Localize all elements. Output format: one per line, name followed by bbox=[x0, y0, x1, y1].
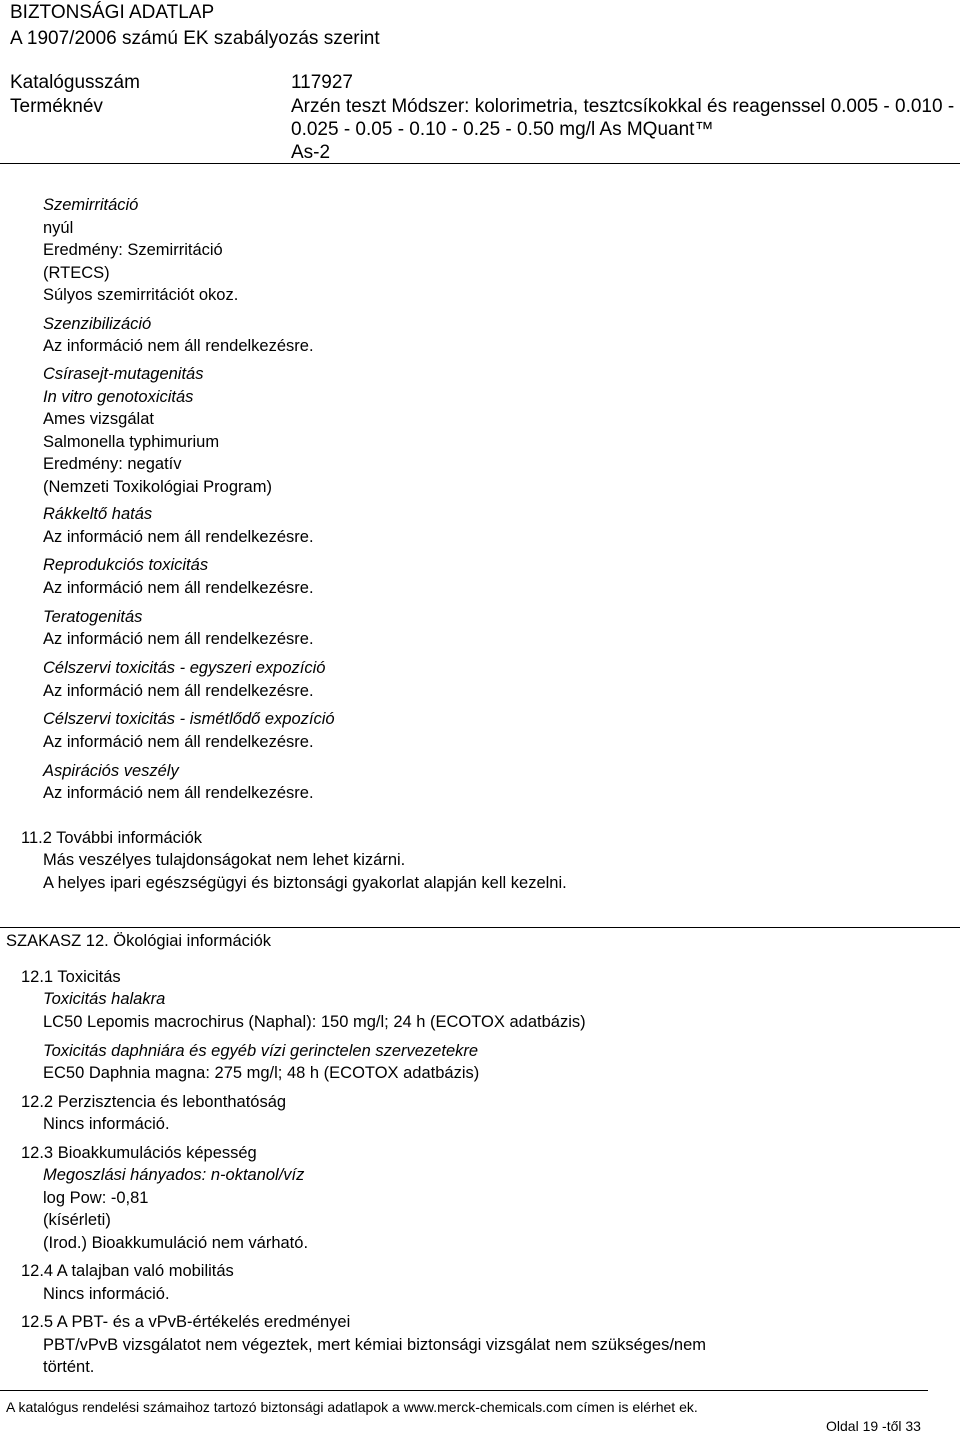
catalog-label: Katalógusszám bbox=[10, 72, 140, 93]
eye-irritation-source: (RTECS) bbox=[43, 264, 110, 282]
document-title: BIZTONSÁGI ADATLAP bbox=[10, 2, 215, 23]
reproductive-heading: Reprodukciós toxicitás bbox=[43, 556, 209, 574]
section-12-1-heading: 12.1 Toxicitás bbox=[21, 968, 121, 986]
section-12-3-heading: 12.3 Bioakkumulációs képesség bbox=[21, 1144, 257, 1162]
teratogenicity-text: Az információ nem áll rendelkezésre. bbox=[43, 630, 314, 648]
stot-single-text: Az információ nem áll rendelkezésre. bbox=[43, 682, 314, 700]
sensitization-heading: Szenzibilizáció bbox=[43, 315, 152, 333]
section-12-5-line1: PBT/vPvB vizsgálatot nem végeztek, mert kémiai biztonsági vizsgálat nem szükséges/nem bbox=[43, 1336, 707, 1354]
section-12-5-line2: történt. bbox=[43, 1358, 95, 1376]
page-number: Oldal 19 -től 33 bbox=[826, 1418, 921, 1434]
section-12-4-heading: 12.4 A talajban való mobilitás bbox=[21, 1262, 234, 1280]
sensitization-text: Az információ nem áll rendelkezésre. bbox=[43, 337, 314, 355]
stot-repeated-heading: Célszervi toxicitás - ismétlődő expozíció bbox=[43, 710, 335, 728]
stot-single-heading: Célszervi toxicitás - egyszeri expozíció bbox=[43, 659, 326, 677]
section-12-title: SZAKASZ 12. Ökológiai információk bbox=[6, 932, 272, 950]
header-divider bbox=[0, 163, 960, 164]
section-11-2-line1: Más veszélyes tulajdonságokat nem lehet kizárni. bbox=[43, 851, 406, 869]
product-name-line3: As-2 bbox=[291, 142, 331, 163]
eye-irritation-result: Eredmény: Szemirritáció bbox=[43, 241, 223, 259]
fish-toxicity-heading: Toxicitás halakra bbox=[43, 990, 166, 1008]
mutagenicity-subheading: In vitro genotoxicitás bbox=[43, 388, 194, 406]
regulation-line: A 1907/2006 számú EK szabályozás szerint bbox=[10, 28, 380, 49]
partition-coefficient-heading: Megoszlási hányados: n-oktanol/víz bbox=[43, 1166, 305, 1184]
mutagenicity-organism: Salmonella typhimurium bbox=[43, 433, 220, 451]
fish-toxicity-value: LC50 Lepomis macrochirus (Naphal): 150 mg/l; 24 h (ECOTOX adatbázis) bbox=[43, 1013, 586, 1031]
product-label: Terméknév bbox=[10, 96, 103, 117]
bioaccumulation-statement: (Irod.) Bioakkumuláció nem várható. bbox=[43, 1234, 309, 1252]
log-pow-source: (kísérleti) bbox=[43, 1211, 111, 1229]
product-name-line1: Arzén teszt Módszer: kolorimetria, tesztcsíkokkal és reagenssel 0.005 - 0.010 - bbox=[291, 96, 955, 117]
daphnia-toxicity-value: EC50 Daphnia magna: 275 mg/l; 48 h (ECOTOX adatbázis) bbox=[43, 1064, 480, 1082]
section-12-2-text: Nincs információ. bbox=[43, 1115, 170, 1133]
product-name-line2: 0.025 - 0.05 - 0.10 - 0.25 - 0.50 mg/l As MQuant™ bbox=[291, 119, 714, 140]
teratogenicity-heading: Teratogenitás bbox=[43, 608, 143, 626]
aspiration-heading: Aspirációs veszély bbox=[43, 762, 179, 780]
carcinogenicity-heading: Rákkeltő hatás bbox=[43, 505, 153, 523]
section-11-2-heading: 11.2 További információk bbox=[21, 829, 202, 847]
section-11-2-line2: A helyes ipari egészségügyi és biztonsági gyakorlat alapján kell kezelni. bbox=[43, 874, 567, 892]
eye-irritation-species: nyúl bbox=[43, 219, 74, 237]
mutagenicity-source: (Nemzeti Toxikológiai Program) bbox=[43, 478, 272, 496]
aspiration-text: Az információ nem áll rendelkezésre. bbox=[43, 784, 314, 802]
section-12-2-heading: 12.2 Perzisztencia és lebonthatóság bbox=[21, 1093, 287, 1111]
reproductive-text: Az információ nem áll rendelkezésre. bbox=[43, 579, 314, 597]
catalog-number: 117927 bbox=[291, 72, 353, 93]
stot-repeated-text: Az információ nem áll rendelkezésre. bbox=[43, 733, 314, 751]
eye-irritation-statement: Súlyos szemirritációt okoz. bbox=[43, 286, 239, 304]
daphnia-toxicity-heading: Toxicitás daphniára és egyéb vízi gerinctelen szervezetekre bbox=[43, 1042, 479, 1060]
section-12-5-heading: 12.5 A PBT- és a vPvB-értékelés eredményei bbox=[21, 1313, 351, 1331]
footer-divider bbox=[0, 1390, 928, 1391]
section-12-4-text: Nincs információ. bbox=[43, 1285, 170, 1303]
footer-note: A katalógus rendelési számaihoz tartozó biztonsági adatlapok a www.merck-chemicals.com címen is elérhet ek. bbox=[6, 1399, 698, 1415]
log-pow-value: log Pow: -0,81 bbox=[43, 1189, 149, 1207]
carcinogenicity-text: Az információ nem áll rendelkezésre. bbox=[43, 528, 314, 546]
section-12-divider bbox=[0, 927, 960, 928]
eye-irritation-heading: Szemirritáció bbox=[43, 196, 139, 214]
mutagenicity-heading: Csírasejt-mutagenitás bbox=[43, 365, 204, 383]
mutagenicity-result: Eredmény: negatív bbox=[43, 455, 182, 473]
mutagenicity-test: Ames vizsgálat bbox=[43, 410, 154, 428]
